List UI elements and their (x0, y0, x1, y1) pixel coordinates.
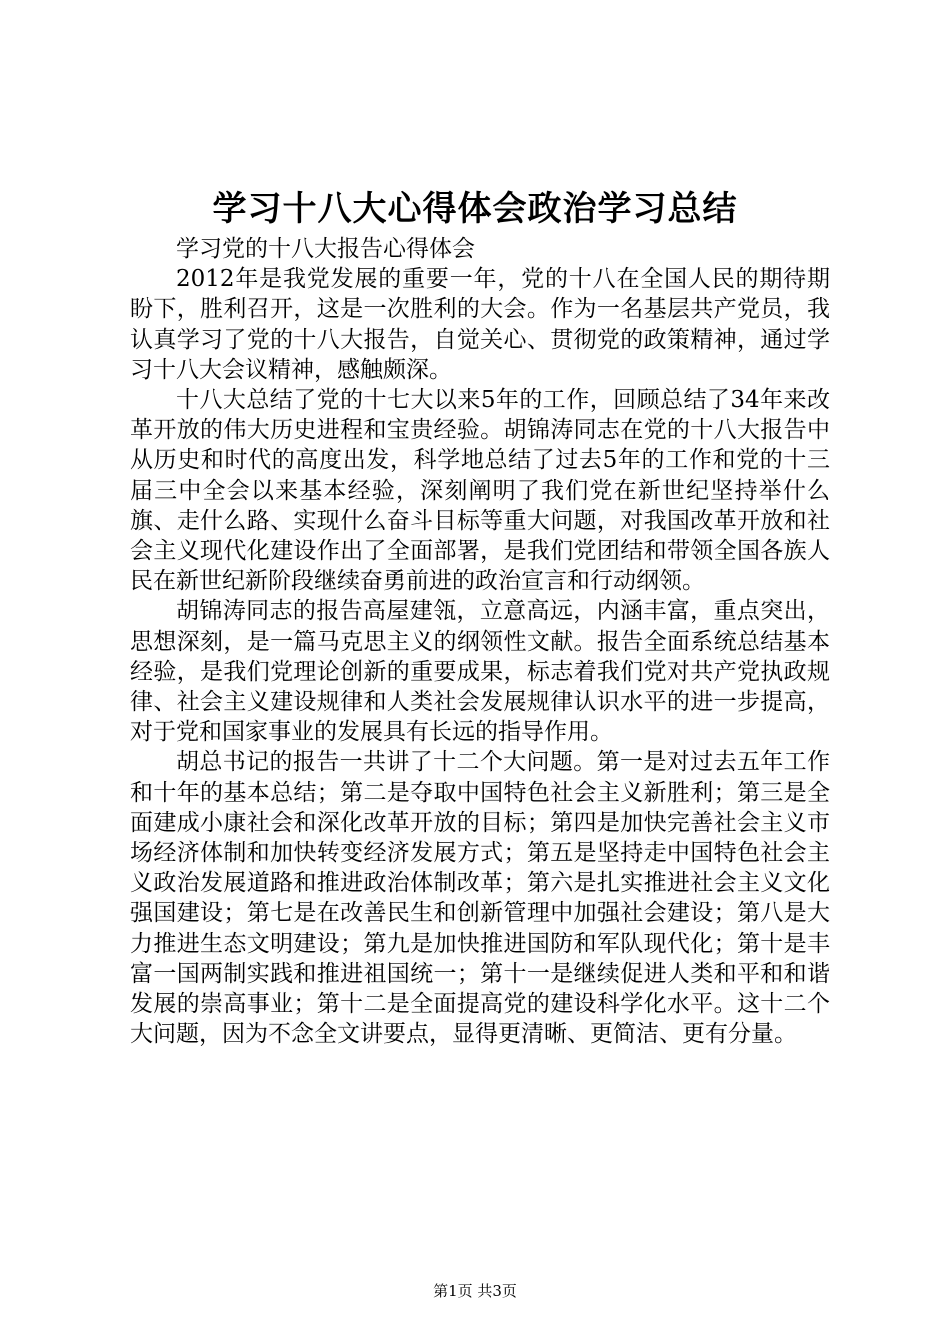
document-body (130, 234, 830, 1049)
paragraph-2: 十八大总结了党的十七大以来5年的工作，回顾总结了34年来改革开放的伟大历史进程和宝贵经验。胡锦涛同志在党的十八大报告中从历史和时代的高度出发，科学地总结了过去5年的工作和党的十三届三中全会以来基本经验，深刻阐明了我们党在新世纪坚持举什么旗、走什么路、实现什么奋斗目标等重大问题，对我国改革开放和社会主义现代化建设作出了全面部署，是我们党团结和带领全国各族人民在新世纪新阶段继续奋勇前进的政治宣言和行动纲领。 (130, 387, 830, 595)
page-footer: 第1页 共3页 (433, 1282, 517, 1300)
paragraph-4: 胡总书记的报告一共讲了十二个大问题。第一是对过去五年工作和十年的基本总结；第二是夺取中国特色社会主义新胜利；第三是全面建成小康社会和深化改革开放的目标；第四是加快完善社会主义市场经济体制和加快转变经济发展方式；第五是坚持走中国特色社会主义政治发展道路和推进政治体制改革；第六是扎实推进社会主义文化强国建设；第七是在改善民生和创新管理中加强社会建设；第八是大力推进生态文明建设；第九是加快推进国防和军队现代化；第十是丰富一国两制实践和推进祖国统一；第十一是继续促进人类和平和和谐发展的崇高事业；第十二是全面提高党的建设科学化水平。这十二个大问题，因为不念全文讲要点，显得更清晰、更简洁、更有分量。 (130, 749, 830, 1048)
document-title: 学习十八大心得体会政治学习总结 (212, 189, 738, 229)
paragraph-1: 2012年是我党发展的重要一年，党的十八在全国人民的期待期盼下，胜利召开，这是一次胜利的大会。作为一名基层共产党员，我认真学习了党的十八大报告，自觉关心、贯彻党的政策精神，通过学习十八大会议精神，感触颇深。 (130, 266, 830, 383)
paragraph-subtitle: 学习党的十八大报告心得体会 (176, 236, 475, 262)
paragraph-3: 胡锦涛同志的报告高屋建瓴，立意高远，内涵丰富，重点突出，思想深刻，是一篇马克思主义的纲领性文献。报告全面系统总结基本经验，是我们党理论创新的重要成果，标志着我们党对共产党执政规律、社会主义建设规律和人类社会发展规律认识水平的进一步提高，对于党和国家事业的发展具有长远的指导作用。 (130, 598, 830, 746)
